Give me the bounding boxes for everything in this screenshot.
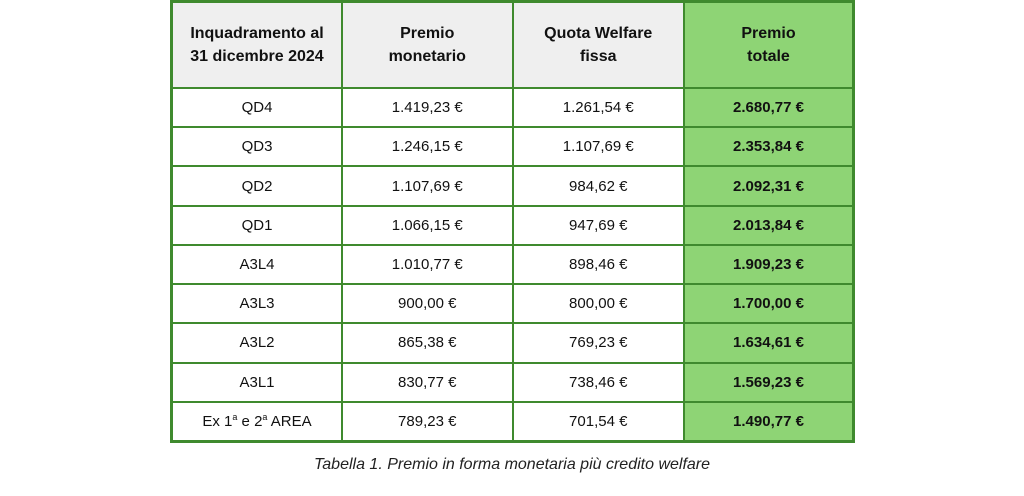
inquadramento-cell — [172, 402, 343, 442]
premio-monetario-cell: 865,38 € — [342, 323, 513, 362]
quota-welfare-cell: 947,69 € — [513, 206, 685, 245]
table-row — [172, 206, 854, 245]
premio-totale-cell: 1.634,61 € — [684, 323, 854, 362]
premio-totale-cell: 2.013,84 € — [684, 206, 854, 245]
header-row — [172, 2, 854, 89]
premio-totale-cell: 2.353,84 € — [684, 127, 854, 166]
ordinal-superscript: a — [262, 411, 268, 422]
inquadramento-cell: A3L2 — [172, 323, 343, 362]
premio-monetario-cell: 900,00 € — [342, 284, 513, 323]
inquadramento-cell: A3L4 — [172, 245, 343, 284]
quota-welfare-cell: 984,62 € — [513, 166, 685, 205]
inquadramento-cell: QD1 — [172, 206, 343, 245]
premio-monetario-cell: 830,77 € — [342, 363, 513, 402]
table-row — [172, 88, 854, 127]
premio-monetario-cell: 1.066,15 € — [342, 206, 513, 245]
ordinal-superscript: a — [232, 411, 238, 422]
inquadramento-cell: QD3 — [172, 127, 343, 166]
table-row — [172, 363, 854, 402]
label-part: e 2 — [237, 412, 263, 430]
premio-table — [170, 0, 855, 443]
premio-totale-cell: 1.490,77 € — [684, 402, 854, 442]
quota-welfare-cell: 1.107,69 € — [513, 127, 685, 166]
inquadramento-cell: QD4 — [172, 88, 343, 127]
quota-welfare-cell: 800,00 € — [513, 284, 685, 323]
premio-monetario-cell: 1.107,69 € — [342, 166, 513, 205]
header-premio-monetario: Premio monetario — [342, 2, 513, 89]
header-premio-totale: Premio totale — [684, 2, 854, 89]
quota-welfare-cell: 769,23 € — [513, 323, 685, 362]
inquadramento-cell: QD2 — [172, 166, 343, 205]
inquadramento-cell: A3L1 — [172, 363, 343, 402]
header-inquadramento: Inquadramento al 31 dicembre 2024 — [172, 2, 343, 89]
quota-welfare-cell: 898,46 € — [513, 245, 685, 284]
table-row — [172, 284, 854, 323]
quota-welfare-cell: 1.261,54 € — [513, 88, 685, 127]
premio-monetario-cell: 1.246,15 € — [342, 127, 513, 166]
table-caption: Tabella 1. Premio in forma monetaria più credito welfare — [313, 456, 711, 473]
quota-welfare-cell: 738,46 € — [513, 363, 685, 402]
table-row — [172, 245, 854, 284]
table-row — [172, 323, 854, 362]
premio-totale-cell: 1.909,23 € — [684, 245, 854, 284]
label-part: AREA — [267, 412, 312, 430]
inquadramento-cell: A3L3 — [172, 284, 343, 323]
header-quota-welfare: Quota Welfare fissa — [513, 2, 685, 89]
table-row — [172, 402, 854, 442]
premio-totale-cell: 2.092,31 € — [684, 166, 854, 205]
label-part: Ex 1 — [202, 412, 233, 430]
premio-totale-cell: 2.680,77 € — [684, 88, 854, 127]
table-row — [172, 127, 854, 166]
premio-monetario-cell: 789,23 € — [342, 402, 513, 442]
quota-welfare-cell: 701,54 € — [513, 402, 685, 442]
premio-totale-cell: 1.569,23 € — [684, 363, 854, 402]
premio-monetario-cell: 1.010,77 € — [342, 245, 513, 284]
table-row — [172, 166, 854, 205]
premio-totale-cell: 1.700,00 € — [684, 284, 854, 323]
premio-monetario-cell: 1.419,23 € — [342, 88, 513, 127]
